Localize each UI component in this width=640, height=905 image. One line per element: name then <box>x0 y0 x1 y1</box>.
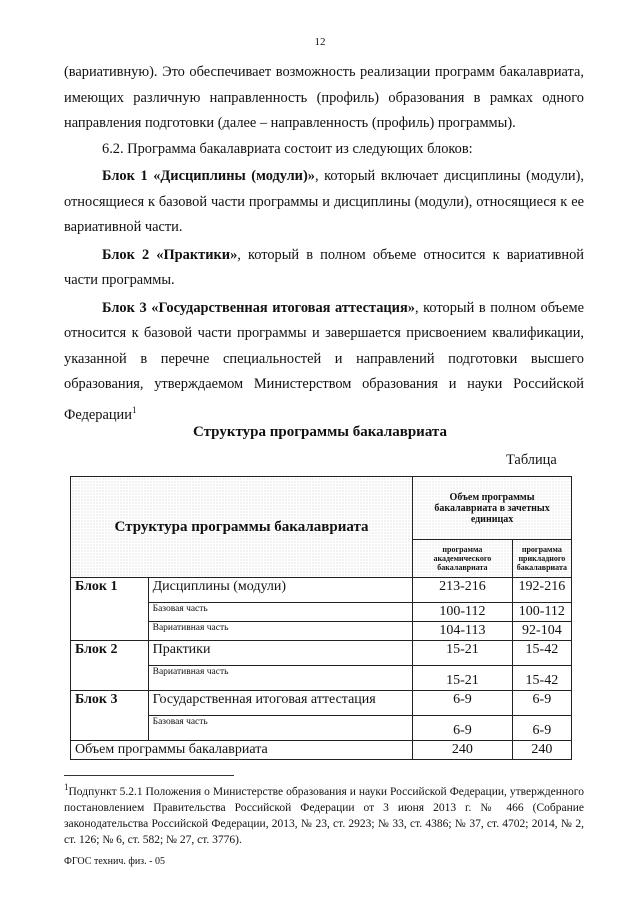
row-name: Базовая часть <box>148 716 412 741</box>
paragraph-block-3 <box>64 296 584 428</box>
applied-value: 15-42 <box>512 641 571 666</box>
footnote-text: Подпункт 5.2.1 Положения о Министерстве образования и науки Российской Федерации, утвержденного постановлением Правительства Российской Федерации от 3 июня 2013 г. № 466 (Собрание законодательства Российской Федерации, 2013, № 23, ст. 2923; № 33, ст. 4386; № 37, ст. 4702; 2014, № 2, ст. 126; № 6, ст. 582; № 27, ст. 3776). <box>64 785 584 846</box>
header-applied: программа прикладного бакалавриата <box>512 540 571 578</box>
block-2-heading: Блок 2 «Практики» <box>102 246 238 263</box>
footnote-mark: 1 <box>64 782 69 792</box>
footnote <box>64 779 584 848</box>
applied-value: 192-216 <box>512 578 571 603</box>
total-label: Объем программы бакалавриата <box>71 741 413 760</box>
row-name: Вариативная часть <box>148 622 412 641</box>
block-cell: Блок 3 <box>71 691 149 741</box>
block-1-text: , который включает дисциплины (модули), относящиеся к базовой части программы и дисциплины (модули), относящиеся к ее вариативной части. <box>64 168 585 235</box>
paragraph-block-2 <box>64 243 584 294</box>
header-structure: Структура программы бакалавриата <box>71 477 413 578</box>
row-name: Вариативная часть <box>148 666 412 691</box>
total-applied: 240 <box>512 741 571 760</box>
table-row <box>71 691 572 716</box>
academic-value: 6-9 <box>413 691 513 716</box>
page-number: 12 <box>314 36 326 48</box>
academic-value: 6-9 <box>413 716 513 741</box>
block-cell: Блок 1 <box>71 578 149 641</box>
academic-value: 15-21 <box>413 666 513 691</box>
row-name: Государственная итоговая аттестация <box>148 691 412 716</box>
paragraph-block-1 <box>64 164 584 241</box>
footer-code: ФГОС технич. физ. - 05 <box>64 856 165 867</box>
academic-value: 100-112 <box>413 603 513 622</box>
block-3-heading: Блок 3 «Государственная итоговая аттестация» <box>102 299 415 316</box>
header-volume: Объем программы бакалавриата в зачетных единицах <box>413 477 572 540</box>
applied-value: 100-112 <box>512 603 571 622</box>
row-name: Дисциплины (модули) <box>148 578 412 603</box>
applied-value: 6-9 <box>512 691 571 716</box>
table-row <box>71 578 572 603</box>
structure-table <box>70 476 572 760</box>
applied-value: 6-9 <box>512 716 571 741</box>
paragraph-intro: (вариативную). Это обеспечивает возможность реализации программ бакалавриата, имеющих различную направленность (профиль) образования в рамках одного направления подготовки (далее – направленность (профиль) программы). <box>64 64 584 131</box>
total-academic: 240 <box>413 741 513 760</box>
applied-value: 92-104 <box>512 622 571 641</box>
footnote-ref[interactable]: 1 <box>131 404 137 415</box>
body-text <box>64 60 584 428</box>
block-cell: Блок 2 <box>71 641 149 691</box>
academic-value: 104-113 <box>413 622 513 641</box>
block-1-heading: Блок 1 «Дисциплины (модули)» <box>102 168 315 184</box>
table-title: Структура программы бакалавриата <box>193 424 447 440</box>
academic-value: 213-216 <box>413 578 513 603</box>
block-2-text: , который в полном объеме относится к вариативной части программы. <box>64 246 584 288</box>
row-name: Практики <box>148 641 412 666</box>
row-name: Базовая часть <box>148 603 412 622</box>
paragraph-blocks-intro: 6.2. Программа бакалавриата состоит из следующих блоков: <box>102 140 473 157</box>
footnote-divider <box>64 775 234 776</box>
total-row <box>71 741 572 760</box>
table-label: Таблица <box>506 452 557 468</box>
header-academic: программа академического бакалавриата <box>413 540 513 578</box>
table-row <box>71 641 572 666</box>
block-3-text: , который в полном объеме относится к базовой части программы и завершается присвоением квалификации, указанной в перечне специальностей и направлений подготовки высшего образования, утверждаемом Министерством образования и науки Российской Федерации <box>64 299 584 423</box>
applied-value: 15-42 <box>512 666 571 691</box>
academic-value: 15-21 <box>413 641 513 666</box>
